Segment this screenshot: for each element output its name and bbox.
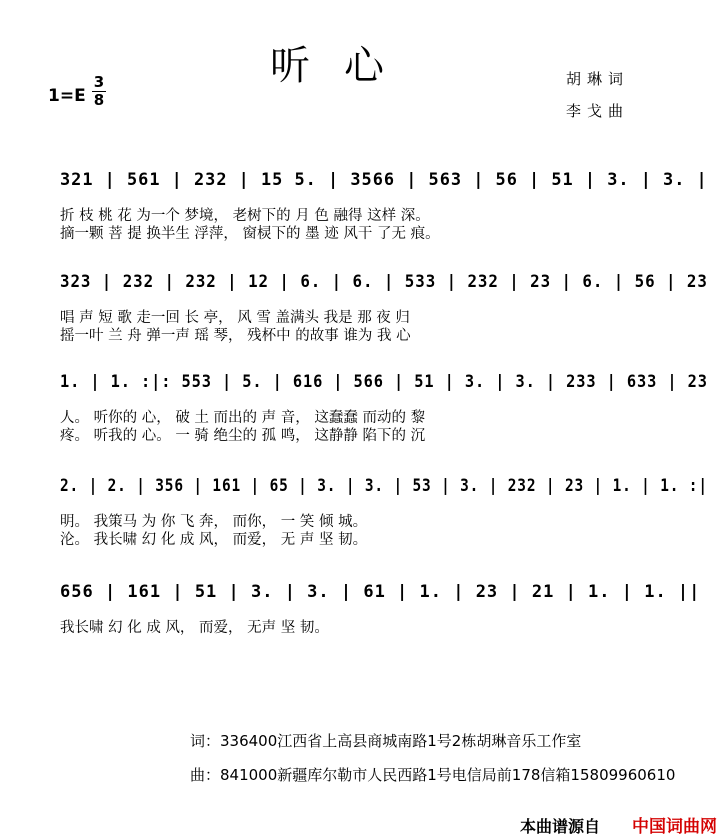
lyrics-verse-1: 人。 听你的 心， 破 土 而出的 声 音， 这蠢蠢 而动的 黎 — [60, 410, 426, 426]
song-title: 听心 — [270, 43, 418, 89]
lyrics-verse-1: 我长啸 幻 化 成 风， 而爱， 无声 坚 韧。 — [60, 620, 329, 636]
staff-notes: 323 | 232 | 232 | 12 | 6. | 6. | 533 | 232 | 23 | 6. | 56 | 23 — [60, 272, 708, 292]
watermark-site: 中国词曲网 — [632, 817, 717, 837]
key-signature: 1=E — [48, 86, 86, 106]
staff-notes: 321 | 561 | 232 | 15 5. | 3566 | 563 | 56 | 51 | 3. | 3. | — [60, 170, 708, 190]
lyrics-verse-1: 折 枝 桃 花 为一个 梦境， 老树下的 月 色 融得 这样 深。 — [60, 208, 430, 224]
lyrics-verse-1: 明。 我策马 为 你 飞 奔， 而你， 一 笑 倾 城。 — [60, 514, 368, 530]
staff-notes: 1. | 1. :|: 553 | 5. | 616 | 566 | 51 | 3. | 3. | 233 | 633 | 23 — [60, 372, 708, 392]
time-numerator: 3 — [93, 73, 105, 91]
lyrics-verse-2: 沦。 我长啸 幻 化 成 风， 而爱， 无 声 坚 韧。 — [60, 532, 368, 548]
time-denominator: 8 — [93, 91, 105, 109]
lyricist-credit: 胡琳词 — [566, 70, 630, 88]
lyrics-verse-2: 疼。 听我的 心。 一 骑 绝尘的 孤 鸣， 这静静 陷下的 沉 — [60, 428, 426, 444]
lyricist-address: 词：336400江西省上高县商城南路1号2栋胡琳音乐工作室 — [190, 732, 582, 750]
time-signature — [92, 74, 106, 109]
composer-address: 曲：841000新疆库尔勒市人民西路1号电信局前178信箱15809960610 — [190, 766, 676, 784]
lyrics-verse-2: 摇一叶 兰 舟 弹一声 瑶 琴， 残杯中 的故事 谁为 我 心 — [60, 328, 411, 344]
staff-notes: 2. | 2. | 356 | 161 | 65 | 3. | 3. | 53 | 3. | 232 | 23 | 1. | 1. :| — [60, 476, 708, 496]
watermark-source: 本曲谱源自 — [520, 817, 601, 836]
lyrics-verse-2: 摘一颗 菩 提 换半生 浮萍， 窗棂下的 墨 迹 风干 了无 痕。 — [60, 226, 440, 242]
lyrics-verse-1: 唱 声 短 歌 走一回 长 亭， 风 雪 盖满头 我是 那 夜 归 — [60, 310, 410, 326]
composer-credit: 李戈曲 — [566, 102, 630, 120]
staff-notes: 656 | 161 | 51 | 3. | 3. | 61 | 1. | 23 | 21 | 1. | 1. || — [60, 582, 701, 602]
